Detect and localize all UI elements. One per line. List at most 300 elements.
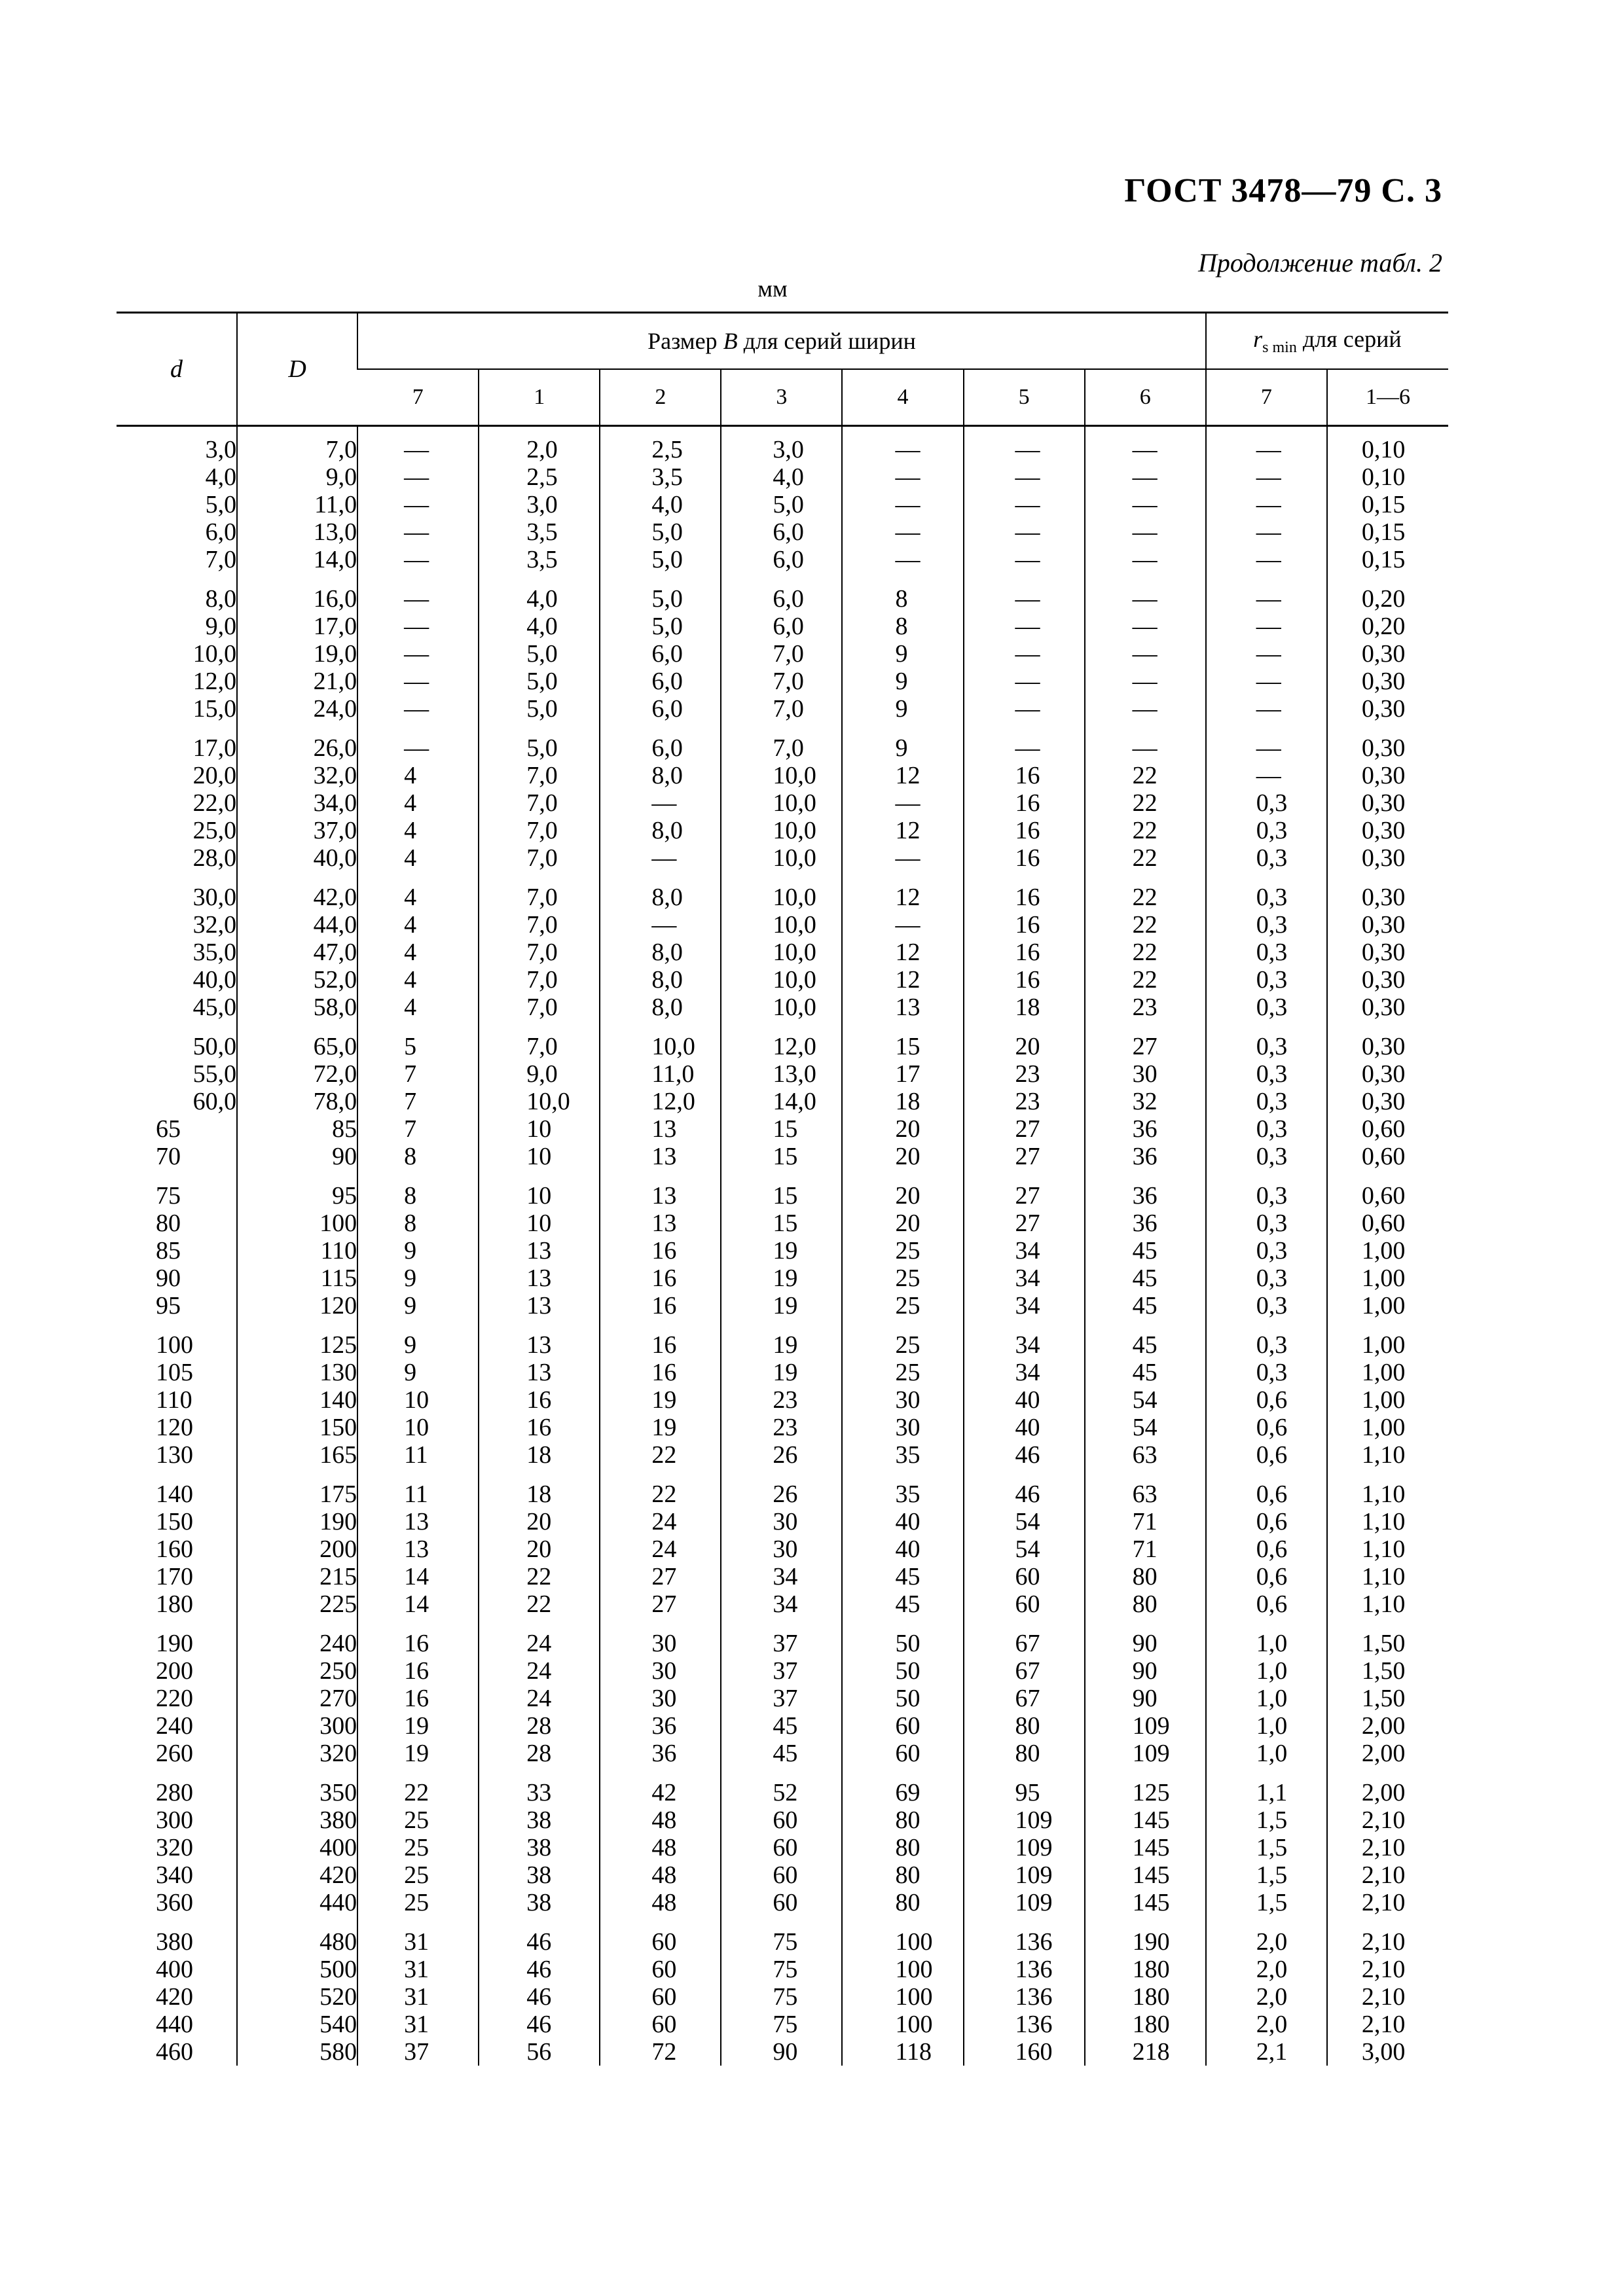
table-cell: 26 — [721, 1469, 842, 1508]
table-cell: — — [964, 491, 1085, 518]
table-cell: 34 — [964, 1319, 1085, 1359]
page-header: ГОСТ 3478—79 С. 3 — [1124, 172, 1442, 209]
table-cell: — — [1085, 695, 1206, 723]
table-cell: 2,0 — [1206, 1983, 1327, 2011]
table-cell: 7,0 — [479, 762, 600, 789]
table-cell: 35 — [842, 1441, 963, 1469]
table-cell: 180 — [156, 1590, 193, 1618]
table-cell: 10,0 — [721, 817, 842, 844]
table-cell: 520 — [237, 1983, 357, 2011]
table-row — [117, 1889, 1448, 1916]
table-cell: — — [1206, 518, 1327, 546]
table-cell: 15 — [842, 1021, 963, 1060]
table-cell: 300 — [237, 1712, 357, 1740]
table-cell: 0,3 — [1206, 1210, 1327, 1237]
table-cell: 16 — [964, 939, 1085, 966]
table-row — [117, 2038, 1448, 2066]
table-cell: — — [1085, 668, 1206, 695]
table-cell: 0,60 — [1327, 1170, 1448, 1210]
table-cell: 0,6 — [1206, 1535, 1327, 1563]
table-cell: 0,20 — [1327, 613, 1448, 640]
table-cell: 12,0 — [192, 668, 237, 695]
table-cell: 60 — [721, 1889, 842, 1916]
table-cell: 60 — [600, 2011, 721, 2038]
table-cell: 7,0 — [237, 426, 357, 464]
table-cell: 34 — [964, 1359, 1085, 1386]
table-cell: 12 — [842, 939, 963, 966]
table-cell: 32,0 — [192, 911, 237, 939]
table-cell: 12 — [842, 966, 963, 994]
table-cell: 20 — [842, 1170, 963, 1210]
table-cell: 380 — [156, 1928, 193, 1956]
table-cell: 60 — [600, 1956, 721, 1983]
table-cell: 15 — [721, 1143, 842, 1170]
table-cell: 13 — [600, 1143, 721, 1170]
table-cell: 3,0 — [205, 436, 237, 463]
table-cell: 16 — [600, 1265, 721, 1292]
table-cell: — — [357, 463, 479, 491]
table-cell: — — [1085, 426, 1206, 464]
table-cell: 12 — [842, 762, 963, 789]
table-cell: 2,5 — [479, 463, 600, 491]
table-cell: 48 — [600, 1834, 721, 1861]
table-cell: 0,3 — [1206, 1170, 1327, 1210]
table-cell: 16 — [964, 789, 1085, 817]
table-cell: 11 — [357, 1469, 479, 1508]
table-cell: 23 — [964, 1060, 1085, 1088]
table-cell: 37,0 — [237, 817, 357, 844]
table-cell: 63 — [1085, 1469, 1206, 1508]
table-cell: — — [1206, 613, 1327, 640]
table-cell: 125 — [1085, 1767, 1206, 1806]
table-cell: 22 — [1085, 844, 1206, 872]
table-cell: 0,3 — [1206, 911, 1327, 939]
table-cell: 8,0 — [600, 966, 721, 994]
table-cell: 220 — [156, 1685, 193, 1712]
table-cell: 75 — [721, 1956, 842, 1983]
header-series: 2 — [600, 369, 721, 426]
table-cell: 22 — [1085, 872, 1206, 911]
table-cell: 28 — [479, 1740, 600, 1767]
table-cell: — — [1206, 762, 1327, 789]
table-cell: 0,3 — [1206, 966, 1327, 994]
table-cell: 270 — [237, 1685, 357, 1712]
header-series: 3 — [721, 369, 842, 426]
table-cell: 19 — [357, 1740, 479, 1767]
table-cell: 20 — [479, 1535, 600, 1563]
table-cell: 54 — [1085, 1386, 1206, 1414]
table-cell: 1,5 — [1206, 1834, 1327, 1861]
table-cell: 12,0 — [600, 1088, 721, 1115]
table-cell: 5,0 — [479, 723, 600, 762]
table-cell: 20 — [842, 1115, 963, 1143]
table-cell: 109 — [1085, 1712, 1206, 1740]
table-cell: 6,0 — [721, 613, 842, 640]
table-cell: 37 — [721, 1618, 842, 1657]
table-cell: 2,0 — [1206, 1956, 1327, 1983]
table-cell: 225 — [237, 1590, 357, 1618]
table-cell: — — [1206, 546, 1327, 573]
table-cell: — — [964, 463, 1085, 491]
table-cell: 9 — [357, 1292, 479, 1319]
table-cell: 1,10 — [1327, 1441, 1448, 1469]
table-cell: 4 — [357, 966, 479, 994]
table-cell: 2,5 — [600, 426, 721, 464]
table-cell: 8 — [842, 573, 963, 613]
table-cell: 45 — [721, 1740, 842, 1767]
table-cell: 110 — [237, 1237, 357, 1265]
table-cell: 4 — [357, 939, 479, 966]
table-cell: 38 — [479, 1834, 600, 1861]
table-cell: 0,3 — [1206, 817, 1327, 844]
table-cell: 24,0 — [237, 695, 357, 723]
table-cell: 80 — [1085, 1590, 1206, 1618]
table-cell: 19 — [721, 1265, 842, 1292]
table-cell: 15 — [721, 1210, 842, 1237]
table-cell: 27 — [600, 1563, 721, 1590]
table-cell: 13 — [357, 1535, 479, 1563]
table-cell: — — [1206, 668, 1327, 695]
table-cell: 4,0 — [600, 491, 721, 518]
table-cell: 1,00 — [1327, 1386, 1448, 1414]
table-cell: 34,0 — [237, 789, 357, 817]
table-row — [117, 1861, 1448, 1889]
table-cell: 0,3 — [1206, 1265, 1327, 1292]
table-cell: 0,3 — [1206, 844, 1327, 872]
table-cell: 11 — [357, 1441, 479, 1469]
table-cell: 16 — [357, 1685, 479, 1712]
table-cell: 90 — [721, 2038, 842, 2066]
table-cell: 90 — [156, 1265, 181, 1292]
table-cell: 1,0 — [1206, 1685, 1327, 1712]
header-d: d — [117, 313, 237, 426]
table-cell: — — [964, 518, 1085, 546]
table-cell: 320 — [156, 1834, 193, 1861]
table-cell: 400 — [237, 1834, 357, 1861]
table-cell: — — [1206, 573, 1327, 613]
table-cell: 9 — [357, 1319, 479, 1359]
table-cell: 280 — [156, 1779, 193, 1806]
table-cell: 37 — [357, 2038, 479, 2066]
table-row — [117, 1618, 1448, 1657]
table-cell: 0,6 — [1206, 1590, 1327, 1618]
table-cell: 1,5 — [1206, 1806, 1327, 1834]
table-cell: — — [1085, 463, 1206, 491]
table-cell: 150 — [156, 1508, 193, 1535]
table-cell: 5,0 — [600, 613, 721, 640]
table-cell: 40 — [964, 1386, 1085, 1414]
table-cell: 12,0 — [721, 1021, 842, 1060]
table-cell: 22 — [1085, 762, 1206, 789]
table-cell: 7,0 — [479, 994, 600, 1021]
table-cell: 8,0 — [600, 762, 721, 789]
table-cell: 260 — [156, 1740, 193, 1767]
table-cell: 45 — [1085, 1319, 1206, 1359]
table-cell: 109 — [1085, 1740, 1206, 1767]
table-cell: 47,0 — [237, 939, 357, 966]
table-cell: 60 — [964, 1563, 1085, 1590]
table-cell: 45 — [1085, 1292, 1206, 1319]
table-cell: — — [1206, 463, 1327, 491]
table-cell: 25,0 — [192, 817, 237, 844]
bearing-dimensions-table — [117, 312, 1448, 2066]
table-cell: 80 — [1085, 1563, 1206, 1590]
table-cell: 34 — [964, 1292, 1085, 1319]
table-cell: 0,6 — [1206, 1469, 1327, 1508]
table-cell: — — [842, 426, 963, 464]
table-cell: 100 — [237, 1210, 357, 1237]
table-cell: 2,1 — [1206, 2038, 1327, 2066]
table-cell: 4 — [357, 817, 479, 844]
table-cell: 69 — [842, 1767, 963, 1806]
table-cell: 27 — [1085, 1021, 1206, 1060]
table-cell: 75 — [721, 2011, 842, 2038]
table-cell: 8,0 — [600, 817, 721, 844]
table-cell: 10,0 — [192, 640, 237, 668]
table-cell: 50 — [842, 1657, 963, 1685]
table-cell: 7,0 — [479, 844, 600, 872]
table-cell: 2,0 — [1206, 2011, 1327, 2038]
table-row — [117, 1021, 1448, 1060]
table-cell: 175 — [237, 1469, 357, 1508]
table-row — [117, 1956, 1448, 1983]
table-cell: — — [842, 518, 963, 546]
table-cell: — — [357, 491, 479, 518]
table-cell: 118 — [842, 2038, 963, 2066]
table-row — [117, 1685, 1448, 1712]
table-cell: 19 — [600, 1386, 721, 1414]
table-row — [117, 994, 1448, 1021]
table-cell: — — [842, 844, 963, 872]
table-cell: 38 — [479, 1889, 600, 1916]
table-cell: 0,30 — [1327, 668, 1448, 695]
table-cell: 34 — [721, 1590, 842, 1618]
table-row — [117, 1088, 1448, 1115]
table-cell: 9,0 — [237, 463, 357, 491]
table-cell: 24 — [479, 1657, 600, 1685]
header-r-smin: $r_{s min}$ для серий — [1206, 313, 1448, 370]
table-cell: 5 — [357, 1021, 479, 1060]
table-cell: 1,00 — [1327, 1359, 1448, 1386]
table-cell: 7,0 — [479, 789, 600, 817]
table-cell: 1,50 — [1327, 1685, 1448, 1712]
table-cell: 23 — [964, 1088, 1085, 1115]
table-cell: 67 — [964, 1618, 1085, 1657]
table-cell: 45 — [842, 1563, 963, 1590]
table-cell: 420 — [156, 1983, 193, 2011]
table-cell: 37 — [721, 1657, 842, 1685]
table-cell: 30 — [600, 1685, 721, 1712]
table-cell: 25 — [842, 1292, 963, 1319]
table-cell: 22 — [1085, 789, 1206, 817]
table-cell: 9 — [357, 1265, 479, 1292]
table-cell: 16,0 — [237, 573, 357, 613]
table-cell: 75 — [721, 1916, 842, 1956]
table-cell: 7,0 — [479, 911, 600, 939]
table-cell: 13 — [479, 1319, 600, 1359]
table-cell: 0,30 — [1327, 762, 1448, 789]
table-cell: 31 — [357, 2011, 479, 2038]
table-cell: 40 — [964, 1414, 1085, 1441]
table-cell: 0,3 — [1206, 1021, 1327, 1060]
table-cell: 58,0 — [237, 994, 357, 1021]
header-series: 7 — [357, 369, 479, 426]
table-row — [117, 640, 1448, 668]
table-cell: — — [1085, 613, 1206, 640]
table-cell: 18 — [964, 994, 1085, 1021]
table-cell: 130 — [237, 1359, 357, 1386]
table-cell: 0,30 — [1327, 640, 1448, 668]
table-row — [117, 1983, 1448, 2011]
table-row — [117, 1469, 1448, 1508]
table-cell: 145 — [1085, 1889, 1206, 1916]
table-cell: — — [1206, 640, 1327, 668]
table-row — [117, 1916, 1448, 1956]
table-cell: 320 — [237, 1740, 357, 1767]
table-cell: 48 — [600, 1861, 721, 1889]
table-cell: 60 — [842, 1712, 963, 1740]
table-cell: 72 — [600, 2038, 721, 2066]
table-cell: — — [357, 426, 479, 464]
table-cell: 40 — [842, 1508, 963, 1535]
table-cell: 9,0 — [205, 613, 237, 640]
table-cell: 0,6 — [1206, 1441, 1327, 1469]
table-cell: 13,0 — [721, 1060, 842, 1088]
header-size-B: Размер B для серий ширин — [357, 313, 1206, 370]
table-cell: 7,0 — [721, 723, 842, 762]
table-cell: 14,0 — [237, 546, 357, 573]
table-cell: 38 — [479, 1806, 600, 1834]
table-cell: 20,0 — [192, 762, 237, 789]
header-series: 7 — [1206, 369, 1327, 426]
table-row — [117, 966, 1448, 994]
table-cell: 16 — [964, 966, 1085, 994]
table-cell: 7,0 — [721, 640, 842, 668]
table-cell: 42 — [600, 1767, 721, 1806]
table-row — [117, 463, 1448, 491]
table-cell: 16 — [357, 1618, 479, 1657]
table-cell: 4,0 — [479, 613, 600, 640]
table-cell: 440 — [237, 1889, 357, 1916]
table-cell: 60 — [600, 1916, 721, 1956]
table-cell: 25 — [842, 1319, 963, 1359]
table-cell: 80 — [842, 1889, 963, 1916]
table-cell: 11,0 — [600, 1060, 721, 1088]
table-row — [117, 1806, 1448, 1834]
table-cell: 20 — [964, 1021, 1085, 1060]
table-cell: 9,0 — [479, 1060, 600, 1088]
table-cell: 2,0 — [1206, 1916, 1327, 1956]
table-cell: 11,0 — [237, 491, 357, 518]
table-cell: 190 — [1085, 1916, 1206, 1956]
table-cell: 4 — [357, 911, 479, 939]
table-cell: 1,00 — [1327, 1237, 1448, 1265]
table-cell: 9 — [842, 640, 963, 668]
table-cell: 10,0 — [479, 1088, 600, 1115]
table-row — [117, 1115, 1448, 1143]
table-cell: 65 — [156, 1115, 181, 1143]
table-cell: 24 — [600, 1535, 721, 1563]
table-cell: 0,3 — [1206, 872, 1327, 911]
table-cell: — — [600, 911, 721, 939]
table-cell: 95 — [237, 1170, 357, 1210]
table-cell: 0,10 — [1327, 426, 1448, 464]
table-cell: 50 — [842, 1685, 963, 1712]
table-cell: 17 — [842, 1060, 963, 1088]
table-cell: 16 — [964, 844, 1085, 872]
table-cell: 0,15 — [1327, 491, 1448, 518]
table-cell: 16 — [600, 1237, 721, 1265]
table-cell: — — [357, 518, 479, 546]
table-cell: 0,30 — [1327, 695, 1448, 723]
table-cell: 24 — [479, 1685, 600, 1712]
table-cell: 10,0 — [721, 939, 842, 966]
table-cell: 36 — [600, 1740, 721, 1767]
table-cell: 19 — [721, 1237, 842, 1265]
table-cell: 0,15 — [1327, 518, 1448, 546]
table-cell: 20 — [842, 1210, 963, 1237]
table-cell: 67 — [964, 1685, 1085, 1712]
table-cell: — — [357, 695, 479, 723]
table-row — [117, 1060, 1448, 1088]
table-cell: 0,3 — [1206, 789, 1327, 817]
table-cell: 40,0 — [237, 844, 357, 872]
table-row — [117, 1834, 1448, 1861]
table-cell: — — [964, 613, 1085, 640]
table-cell: 10,0 — [600, 1021, 721, 1060]
table-cell: 5,0 — [205, 491, 237, 518]
table-cell: 27 — [964, 1115, 1085, 1143]
table-cell: 14,0 — [721, 1088, 842, 1115]
table-cell: 540 — [237, 2011, 357, 2038]
table-cell: 15 — [721, 1170, 842, 1210]
table-cell: 0,3 — [1206, 939, 1327, 966]
table-cell: 90 — [1085, 1657, 1206, 1685]
table-cell: 8,0 — [205, 585, 237, 613]
table-cell: 3,0 — [479, 491, 600, 518]
table-cell: 2,10 — [1327, 1956, 1448, 1983]
table-cell: 4,0 — [721, 463, 842, 491]
table-cell: 140 — [156, 1480, 193, 1508]
table-cell: 31 — [357, 1956, 479, 1983]
table-cell: 100 — [842, 1983, 963, 2011]
table-cell: 9 — [842, 695, 963, 723]
table-cell: — — [842, 463, 963, 491]
table-cell: 42,0 — [237, 872, 357, 911]
table-cell: 500 — [237, 1956, 357, 1983]
table-cell: 30 — [721, 1535, 842, 1563]
table-cell: 0,3 — [1206, 1060, 1327, 1088]
table-row — [117, 911, 1448, 939]
table-cell: 30 — [600, 1618, 721, 1657]
table-row — [117, 613, 1448, 640]
table-cell: 1,50 — [1327, 1618, 1448, 1657]
table-cell: 16 — [600, 1292, 721, 1319]
table-cell: 45 — [721, 1712, 842, 1740]
table-cell: 6,0 — [721, 573, 842, 613]
table-row — [117, 1359, 1448, 1386]
table-cell: 200 — [156, 1657, 193, 1685]
table-cell: — — [964, 573, 1085, 613]
table-cell: 85 — [156, 1237, 181, 1265]
table-cell: 50 — [842, 1618, 963, 1657]
table-cell: 36 — [1085, 1210, 1206, 1237]
table-cell: 110 — [156, 1386, 192, 1414]
header-series: 5 — [964, 369, 1085, 426]
table-cell: 22 — [357, 1767, 479, 1806]
table-cell: — — [842, 911, 963, 939]
table-cell: 1,50 — [1327, 1657, 1448, 1685]
